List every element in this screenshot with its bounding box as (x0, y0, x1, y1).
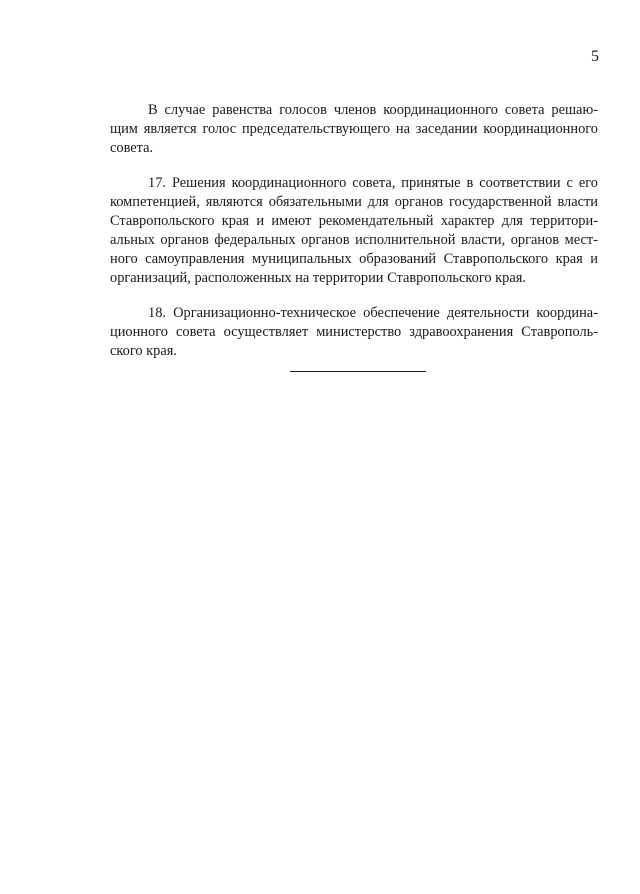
text-line: щим является голос председательствующего на заседании координационного (110, 121, 598, 137)
text-line: Ставропольского края и имеют рекомендательный характер для территори- (110, 213, 598, 229)
text-line: организаций, расположенных на территории Ставропольского края. (110, 270, 526, 286)
paragraph-17-decisions (110, 174, 598, 288)
text-line: ного самоуправления муниципальных образований Ставропольского края и (110, 251, 598, 267)
end-of-document-rule (290, 371, 426, 372)
text-line: компетенцией, являются обязательными для органов государственной власти (110, 194, 598, 210)
page-number: 5 (591, 48, 599, 65)
document-body (110, 101, 598, 377)
paragraph-tie-vote (110, 101, 598, 158)
text-line: ского края. (110, 343, 177, 359)
text-line: альных органов федеральных органов исполнительной власти, органов мест- (110, 232, 598, 248)
text-line: 17. Решения координационного совета, принятые в соответствии с его (148, 175, 598, 191)
text-line: В случае равенства голосов членов координационного совета решаю- (148, 102, 598, 118)
text-line: 18. Организационно-техническое обеспечение деятельности координа- (148, 305, 598, 321)
text-line: совета. (110, 140, 154, 156)
paragraph-18-support (110, 304, 598, 361)
text-line: ционного совета осуществляет министерство здравоохранения Ставрополь- (110, 324, 598, 340)
